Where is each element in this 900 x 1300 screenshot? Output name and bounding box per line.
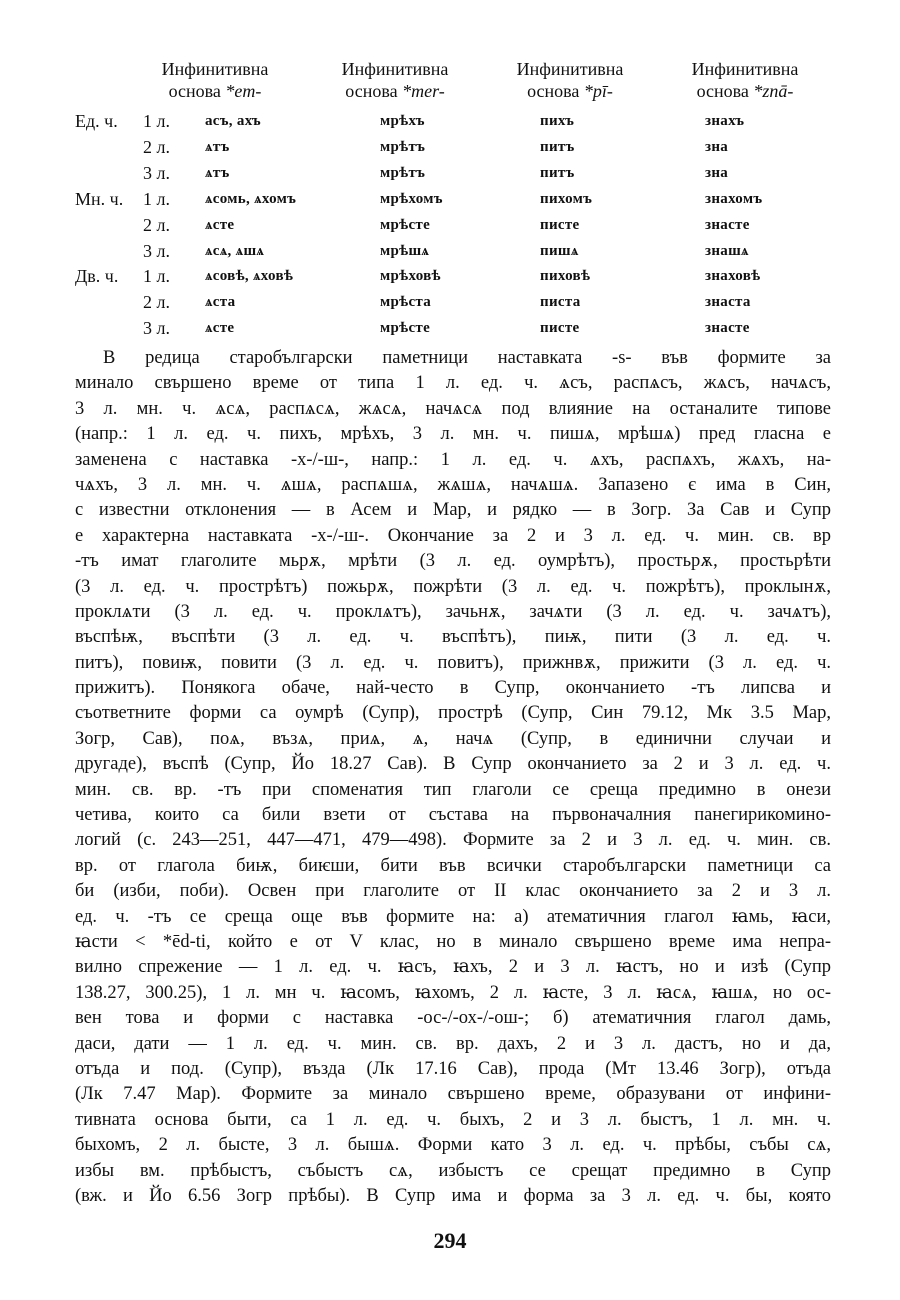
- table-row: [0, 163, 900, 189]
- text-line: даси, дати — 1 л. ед. ч. мин. св. вр. дахъ, 2 и 3 л. дастъ, но и да,: [75, 1033, 831, 1054]
- text-line: би (изби, поби). Освен при глаголите от II клас окончанието за 2 и 3 л.: [75, 881, 831, 902]
- column-header: [495, 58, 645, 102]
- text-line: проклѧти (3 л. ед. ч. проклѧтъ), зачьнѫ, зачѧти (3 л. ед. ч. зачѧтъ),: [75, 601, 831, 622]
- verb-form: мрѣховѣ: [380, 268, 441, 285]
- text-line: 138.27, 300.25), 1 л. мн ч. ꙗсомъ, ꙗхомъ, 2 л. ꙗсте, 3 л. ꙗсѧ, ꙗшѧ, но ос-: [75, 982, 831, 1003]
- verb-form: зна: [705, 138, 729, 155]
- verb-form: пихомъ: [540, 190, 593, 207]
- text-line: Зогр, Сав), поѧ, възѧ, приѧ, ѧ, начѧ (Супр, в единични случаи и: [75, 728, 831, 749]
- header-line1: Инфинитивна: [516, 59, 624, 79]
- text-line: заменена с наставка -х-/-ш-, напр.: 1 л. ед. ч. ѧхъ, распѧхъ, жѧхъ, на-: [75, 449, 831, 470]
- person: 2 л.: [143, 214, 170, 235]
- table-row: [0, 318, 900, 344]
- verb-form: знаховѣ: [705, 268, 761, 285]
- header-label: основа: [696, 81, 749, 101]
- verb-form: мрѣсте: [380, 216, 431, 233]
- text-line: е характерна наставката -х-/-ш-. Окончание за 2 и 3 л. ед. ч. мин. св. вр: [75, 525, 831, 546]
- text-line: (3 л. ед. ч. прострѣтъ) пожьрѫ, пожрѣти (3 л. ед. ч. пожрѣтъ), проклынѫ,: [75, 576, 831, 597]
- verb-form: асъ, ахъ: [205, 113, 261, 129]
- text-line: быхомъ, 2 л. бысте, 3 л. бышѧ. Форми като 3 л. ед. ч. прѣбы, събы сѧ,: [75, 1135, 831, 1156]
- text-line: прижитъ). Понякога обаче, най-често в Супр, окончанието -тъ липсва и: [75, 678, 831, 699]
- verb-form: пишѧ: [540, 242, 579, 259]
- column-header: [670, 58, 820, 102]
- text-line: тивната основа быти, са 1 л. ед. ч. быхъ, 2 и 3 л. быстъ, 1 л. мн. ч.: [75, 1109, 831, 1130]
- text-line: въспѣѭ, въспѣти (3 л. ед. ч. въспѣтъ), пиѭ, пити (3 л. ед. ч.: [75, 627, 831, 648]
- text-line: вилно спрежение — 1 л. ед. ч. ꙗсъ, ꙗхъ, 2 и 3 л. ꙗстъ, но и изѣ (Супр: [75, 957, 831, 978]
- stem: *em-: [225, 81, 262, 101]
- verb-form: питъ: [540, 138, 575, 155]
- header-label: основа: [527, 81, 580, 101]
- header-label: основа: [345, 81, 398, 101]
- header-line2: [670, 80, 820, 102]
- body-paragraph: [75, 346, 831, 1209]
- stem: *pī-: [583, 81, 613, 101]
- verb-form: зна: [705, 164, 729, 181]
- text-line: другаде), въспѣ (Супр, Йо 18.27 Сав). В Супр окончанието за 2 и 3 л. ед. ч.: [75, 754, 831, 775]
- header-label: основа: [168, 81, 221, 101]
- header-line2: [495, 80, 645, 102]
- person: 3 л.: [143, 318, 170, 339]
- stem: *znā-: [753, 81, 794, 101]
- verb-form: ѧсомь, ѧхомъ: [205, 190, 297, 207]
- text-line: вр. от глагола биѭ, биѥши, бити във всички старобългарски паметници са: [75, 855, 831, 876]
- grammatical-number: Дв. ч.: [75, 266, 119, 287]
- text-line: (Лк 7.47 Мар). Формите за минало свършено време, образувани от инфини-: [75, 1084, 831, 1105]
- person: 3 л.: [143, 240, 170, 261]
- verb-form: знахомъ: [705, 190, 763, 207]
- verb-form: пиховѣ: [540, 268, 591, 285]
- verb-form: знасте: [705, 320, 750, 337]
- verb-form: пихъ: [540, 113, 575, 129]
- table-row: [0, 137, 900, 163]
- text-line: -тъ имат глаголите мьрѫ, мрѣти (3 л. ед. оумрѣтъ), простьрѫ, простьрѣти: [75, 551, 831, 572]
- table-row: [0, 111, 900, 137]
- text-line: питъ), повиѭ, повити (3 л. ед. ч. повитъ), прижнвѫ, прижити (3 л. ед. ч.: [75, 652, 831, 673]
- verb-form: мрѣхомъ: [380, 190, 443, 207]
- verb-form: мрѣтъ: [380, 164, 426, 181]
- person: 3 л.: [143, 162, 170, 183]
- header-line1: Инфинитивна: [161, 59, 269, 79]
- verb-form: писте: [540, 216, 580, 233]
- table-row: [0, 292, 900, 318]
- verb-form: знахъ: [705, 113, 745, 129]
- person: 2 л.: [143, 136, 170, 157]
- text-line: съответните форми са оумрѣ (Супр), прострѣ (Супр, Син 79.12, Мк 3.5 Мар,: [75, 703, 831, 724]
- person: 1 л.: [143, 111, 170, 131]
- header-line1: Инфинитивна: [691, 59, 799, 79]
- text-line: вен това и форми с наставка -ос-/-ох-/-ош-; б) атематичния глагол дамь,: [75, 1008, 831, 1029]
- person: 2 л.: [143, 292, 170, 313]
- verb-form: знасте: [705, 216, 750, 233]
- text-line: ед. ч. -тъ се среща още във формите на: а) атематичния глагол ꙗмь, ꙗси,: [75, 906, 831, 927]
- text-line: избы вм. прѣбыстъ, събыстъ сѧ, избыстъ се срещат предимно в Супр: [75, 1160, 831, 1181]
- stem: *mer-: [402, 81, 445, 101]
- text-line: отъда и под. (Супр), въздa (Лк 17.16 Сав), прода (Мт 13.46 Зогр), отъда: [75, 1058, 831, 1079]
- table-row: [0, 215, 900, 241]
- verb-form: ѧсѧ, ѧшѧ: [205, 242, 265, 259]
- text-line: логий (с. 243—251, 447—471, 479—498). Формите за 2 и 3 л. ед. ч. мин. св.: [75, 830, 831, 851]
- page-number: 294: [433, 1228, 467, 1253]
- table-row: [0, 266, 900, 292]
- text-line: с известни отклонения — в Асем и Мар, и рядко — в Зогр. За Сав и Супр: [75, 500, 831, 521]
- verb-form: знашѧ: [705, 242, 749, 259]
- verb-form: писта: [540, 294, 581, 311]
- verb-form: ѧсте: [205, 216, 235, 233]
- verb-form: писте: [540, 320, 580, 337]
- text-line: 3 л. мн. ч. ѧсѧ, распѧсѧ, жѧсѧ, начѧсѧ под влияние на останалите типове: [75, 398, 831, 419]
- text-line: четива, които са били взети от състава на първоначалния панегирикомино-: [75, 805, 831, 826]
- verb-form: знаста: [705, 294, 751, 311]
- header-line2: [140, 80, 290, 102]
- person: 1 л.: [143, 266, 170, 287]
- text-line: минало свършено време от типа 1 л. ед. ч. ѧсъ, распѧсъ, жѧсъ, начѧсъ,: [75, 373, 831, 394]
- verb-form: мрѣшѧ: [380, 242, 430, 259]
- verb-form: мрѣхъ: [380, 113, 425, 129]
- grammatical-number: Ед. ч.: [75, 111, 118, 131]
- table-row: [0, 241, 900, 267]
- verb-form: ѧтъ: [205, 164, 230, 181]
- grammatical-number: Мн. ч.: [75, 188, 124, 209]
- verb-form: ѧста: [205, 294, 236, 311]
- table-row: [0, 189, 900, 215]
- verb-form: питъ: [540, 164, 575, 181]
- verb-form: ѧсте: [205, 320, 235, 337]
- verb-form: мрѣста: [380, 294, 432, 311]
- verb-form: ѧтъ: [205, 138, 230, 155]
- header-line2: [320, 80, 470, 102]
- verb-form: мрѣтъ: [380, 138, 426, 155]
- text-line: ꙗсти < *ēd-ti, който е от V клас, но в минало свършено време има непра-: [75, 931, 831, 952]
- verb-form: мрѣсте: [380, 320, 431, 337]
- column-header: [320, 58, 470, 102]
- header-line1: Инфинитивна: [341, 59, 449, 79]
- verb-form: ѧсовѣ, ѧховѣ: [205, 268, 294, 285]
- column-header: [140, 58, 290, 102]
- text-line: (вж. и Йо 6.56 Зогр прѣбы). В Супр има и форма за 3 л. ед. ч. бы, която: [75, 1185, 831, 1206]
- text-line: (напр.: 1 л. ед. ч. пихъ, мрѣхъ, 3 л. мн. ч. пишѧ, мрѣшѧ) пред гласна е: [75, 424, 831, 445]
- text-line: мин. св. вр. -тъ при споменатия тип глаголи се среща предимно в онези: [75, 779, 831, 800]
- person: 1 л.: [143, 188, 170, 209]
- text-line: В редица старобългарски паметници наставката -s- във формите за: [103, 348, 831, 368]
- text-line: чѧхъ, 3 л. мн. ч. ѧшѧ, распѧшѧ, жѧшѧ, начѧшѧ. Запазено є има в Син,: [75, 474, 831, 495]
